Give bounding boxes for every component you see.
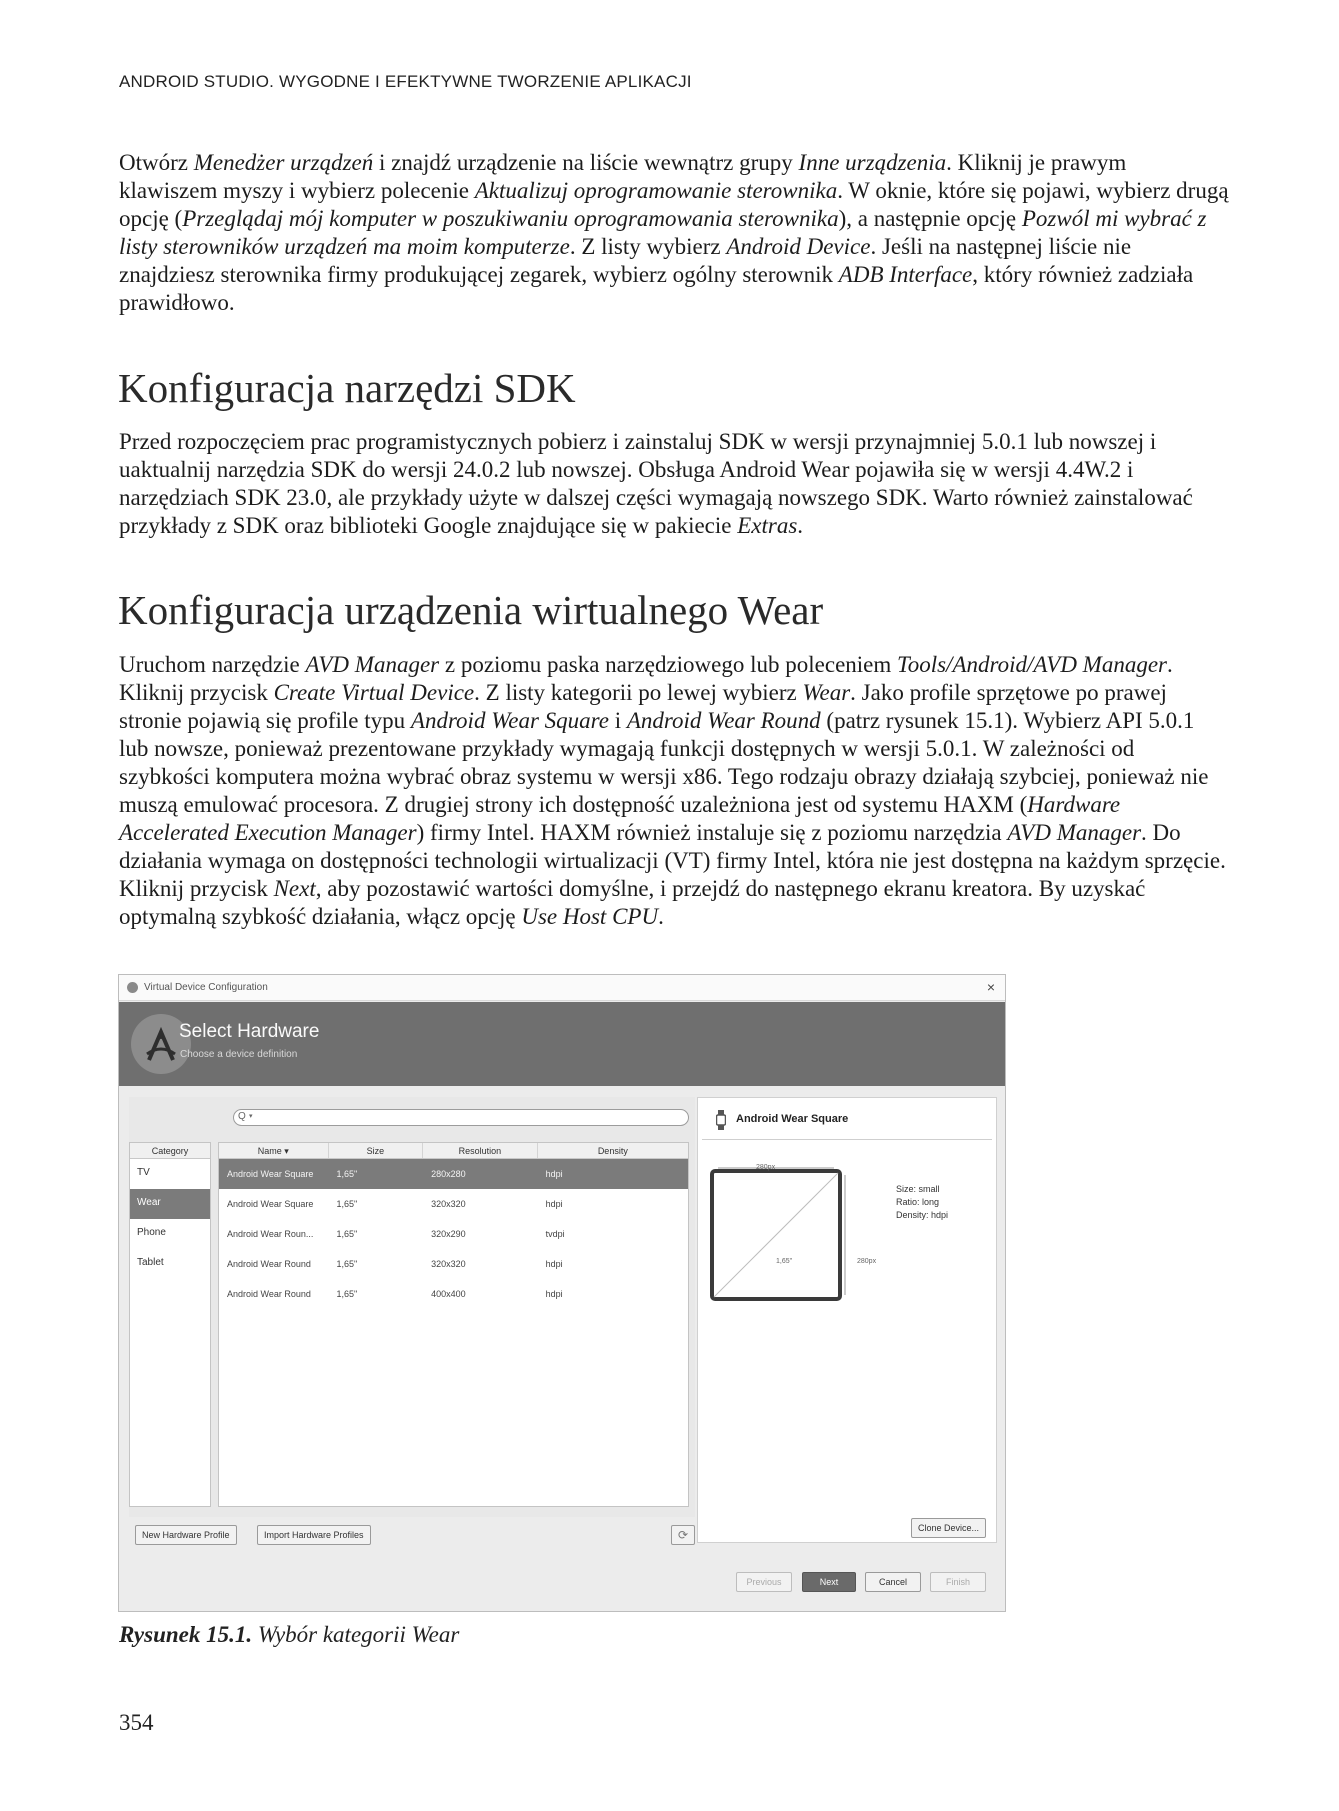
heading-wear-virtual-device: Konfiguracja urządzenia wirtualnego Wear: [118, 587, 824, 633]
italic-run: ADB Interface: [838, 262, 973, 287]
cell-size: 1,65": [336, 1229, 358, 1239]
text-run: z poziomu paska narzędziowego lub poleceniem: [439, 652, 898, 677]
window-titlebar: [119, 975, 1005, 1001]
category-item-phone[interactable]: Phone: [137, 1227, 166, 1238]
device-preview-panel: [697, 1097, 997, 1543]
cell-size: 1,65": [336, 1169, 358, 1179]
page-number: 354: [119, 1710, 154, 1735]
text-run: ) firmy Intel. HAXM również instaluje się z poziomu narzędzia: [416, 820, 1008, 845]
cell-density: hdpi: [545, 1289, 563, 1299]
device-outline: [708, 1166, 868, 1331]
cell-density: hdpi: [545, 1259, 563, 1269]
text-run: . Kliknij je prawym klawiszem myszy i wybierz polecenie: [119, 150, 1127, 203]
text-run: . Jeśli na następnej liście nie znajdziesz sterownika firmy produkującej zegarek, wybierz ogólny sterownik: [119, 234, 1132, 287]
watch-icon: [716, 1110, 726, 1135]
import-hardware-profiles-button[interactable]: Import Hardware Profiles: [257, 1525, 371, 1545]
italic-run: Hardware Accelerated Execution Manager: [119, 792, 1121, 845]
italic-run: Tools/Android/AVD Manager: [897, 652, 1168, 677]
italic-run: AVD Manager: [1007, 820, 1142, 845]
cancel-button[interactable]: Cancel: [865, 1572, 921, 1592]
category-item-wear[interactable]: Wear: [130, 1189, 210, 1219]
cell-name: Android Wear Round: [227, 1259, 311, 1269]
window-title: Virtual Device Configuration: [144, 982, 268, 993]
text-run: , który również zadziała prawidłowo.: [119, 262, 1194, 315]
italic-run: Android Device: [726, 234, 871, 259]
next-button[interactable]: Next: [802, 1572, 856, 1592]
banner-subtitle: Choose a device definition: [180, 1049, 298, 1060]
cell-resolution: 320x320: [431, 1199, 466, 1209]
cell-name: Android Wear Square: [227, 1199, 314, 1209]
cell-resolution: 320x320: [431, 1259, 466, 1269]
table-row[interactable]: [219, 1279, 688, 1309]
profile-buttons: [129, 1521, 695, 1551]
paragraph-avd-manager: [119, 651, 1229, 931]
finish-button[interactable]: Finish: [930, 1572, 986, 1592]
cell-name: Android Wear Square: [227, 1169, 314, 1179]
cell-size: 1,65": [336, 1289, 358, 1299]
italic-run: Wear: [802, 680, 851, 705]
text-run: . Do działania wymaga on dostępności technologii wirtualizacji (VT) firmy Intel, która nie jest dostępna na każdym sprzęcie. Kliknij przycisk: [119, 820, 1226, 901]
table-row[interactable]: [219, 1189, 688, 1219]
preview-height-label: 280px: [857, 1258, 877, 1265]
table-row[interactable]: [219, 1219, 688, 1249]
new-hardware-profile-button[interactable]: New Hardware Profile: [135, 1525, 237, 1545]
chevron-down-icon: ▾: [249, 1113, 253, 1120]
cell-size: 1,65": [336, 1259, 358, 1269]
italic-run: Create Virtual Device: [273, 680, 475, 705]
search-icon: Q: [238, 1111, 246, 1122]
italic-run: Menedżer urządzeń: [193, 150, 374, 175]
cell-density: hdpi: [545, 1169, 563, 1179]
text-run: . Kliknij przycisk: [119, 652, 1173, 705]
cell-density: hdpi: [545, 1199, 563, 1209]
text-run: .: [658, 904, 664, 929]
cell-resolution: 320x290: [431, 1229, 466, 1239]
italic-run: Next: [273, 876, 316, 901]
category-item-tv[interactable]: TV: [137, 1167, 150, 1178]
italic-run: AVD Manager: [305, 652, 440, 677]
category-list: [129, 1142, 211, 1507]
figure-caption: [119, 1622, 459, 1648]
text-run: . Z listy wybierz: [569, 234, 727, 259]
caption-text: Wybór kategorii Wear: [252, 1622, 460, 1647]
paragraph-device-manager: [119, 149, 1229, 317]
caption-label: Rysunek 15.1.: [119, 1622, 253, 1647]
text-run: ), a następnie opcję: [838, 206, 1022, 231]
text-run: Uruchom narzędzie: [119, 652, 306, 677]
spec-density: Density: hdpi: [896, 1210, 949, 1220]
italic-run: Extras: [737, 513, 798, 538]
italic-run: Inne urządzenia: [798, 150, 947, 175]
italic-run: Przeglądaj mój komputer w poszukiwaniu oprogramowania sterownika: [182, 206, 839, 231]
text-run: .: [797, 513, 804, 538]
wizard-buttons: [119, 1570, 1005, 1600]
italic-run: Use Host CPU: [521, 904, 659, 929]
text-run: i: [608, 708, 627, 733]
text-run: Przed rozpoczęciem prac programistycznych pobierz i zainstaluj SDK w wersji przynajmniej 5.0.1 lub nowszej i uaktualnij narzędzia SDK do wersji 24.0.2 lub nowszej. Obsługa Android Wear pojawiła się w wersji 4.4W.2 i narzędziach SDK 23.0, ale przykłady użyte w dalszej części wymagają nowszego SDK. Warto również zainstalować przykłady z SDK oraz biblioteki Google znajdujące się w pakiecie: [119, 429, 1193, 538]
refresh-icon[interactable]: ⟳: [671, 1525, 695, 1545]
italic-run: Android Wear Round: [626, 708, 821, 733]
text-run: , aby pozostawić wartości domyślne, i przejdź do następnego ekranu kreatora. By uzyskać optymalną szybkość działania, włącz opcję: [119, 876, 1146, 929]
category-item-tablet[interactable]: Tablet: [137, 1257, 164, 1268]
virtual-device-configuration-window: [118, 974, 1006, 1612]
cell-resolution: 280x280: [431, 1169, 466, 1179]
column-header-density[interactable]: Density: [597, 1146, 628, 1156]
wizard-banner: [119, 1002, 1005, 1086]
search-input[interactable]: [233, 1109, 689, 1126]
close-icon[interactable]: ×: [986, 979, 995, 995]
italic-run: Pozwól mi wybrać z listy sterowników urządzeń ma moim komputerze: [119, 206, 1207, 259]
text-run: Otwórz: [119, 150, 194, 175]
text-run: (patrz rysunek 15.1). Wybierz API 5.0.1 lub nowsze, ponieważ prezentowane przykłady wymagają funkcji dostępnych w wersji 5.0.1. W zależności od szybkości komputera można wybrać obraz systemu w wersji x86. Tego rodzaju obrazy działają szybciej, ponieważ nie muszą emulować procesora. Z drugiej strony ich dostępność uzależniona jest od systemu HAXM (: [119, 708, 1209, 817]
italic-run: Aktualizuj oprogramowanie sterownika: [474, 178, 838, 203]
table-header: [219, 1143, 688, 1159]
column-header-size[interactable]: Size: [329, 1143, 424, 1158]
cell-name: Android Wear Round: [227, 1289, 311, 1299]
text-run: . Jako profile sprzętowe po prawej stronie pojawią się profile typu: [119, 680, 1167, 733]
italic-run: Android Wear Square: [410, 708, 609, 733]
banner-title: Select Hardware: [179, 1021, 320, 1042]
cell-density: tvdpi: [545, 1229, 565, 1239]
hardware-list-panel: [129, 1097, 695, 1517]
table-row[interactable]: [219, 1249, 688, 1279]
column-header-resolution[interactable]: Resolution: [423, 1143, 538, 1158]
preview-title: Android Wear Square: [736, 1113, 849, 1125]
android-studio-icon: [127, 982, 138, 993]
cell-size: 1,65": [336, 1199, 358, 1209]
heading-sdk-config: Konfiguracja narzędzi SDK: [118, 365, 576, 411]
category-header: Category: [130, 1143, 210, 1159]
spec-size: Size: small: [896, 1184, 940, 1194]
text-run: . W oknie, które się pojawi, wybierz drugą opcję (: [119, 178, 1229, 231]
spec-ratio: Ratio: long: [896, 1197, 940, 1207]
divider: [702, 1139, 992, 1140]
column-header-name[interactable]: Name ▾: [219, 1143, 329, 1158]
preview-diagonal-label: 1,65": [776, 1258, 793, 1265]
cell-name: Android Wear Roun...: [227, 1229, 314, 1239]
clone-device-button[interactable]: Clone Device...: [911, 1518, 986, 1538]
preview-width-label: 280px: [756, 1164, 776, 1171]
table-row[interactable]: [219, 1159, 688, 1189]
device-table: [218, 1142, 689, 1507]
text-run: i znajdź urządzenie na liście wewnątrz grupy: [373, 150, 799, 175]
text-run: . Z listy kategorii po lewej wybierz: [474, 680, 803, 705]
running-header: ANDROID STUDIO. WYGODNE I EFEKTYWNE TWORZENIE APLIKACJI: [119, 72, 692, 91]
paragraph-sdk: [119, 428, 1229, 540]
watch-glyph: [716, 1110, 726, 1130]
cell-resolution: 400x400: [431, 1289, 466, 1299]
previous-button[interactable]: Previous: [736, 1572, 792, 1592]
